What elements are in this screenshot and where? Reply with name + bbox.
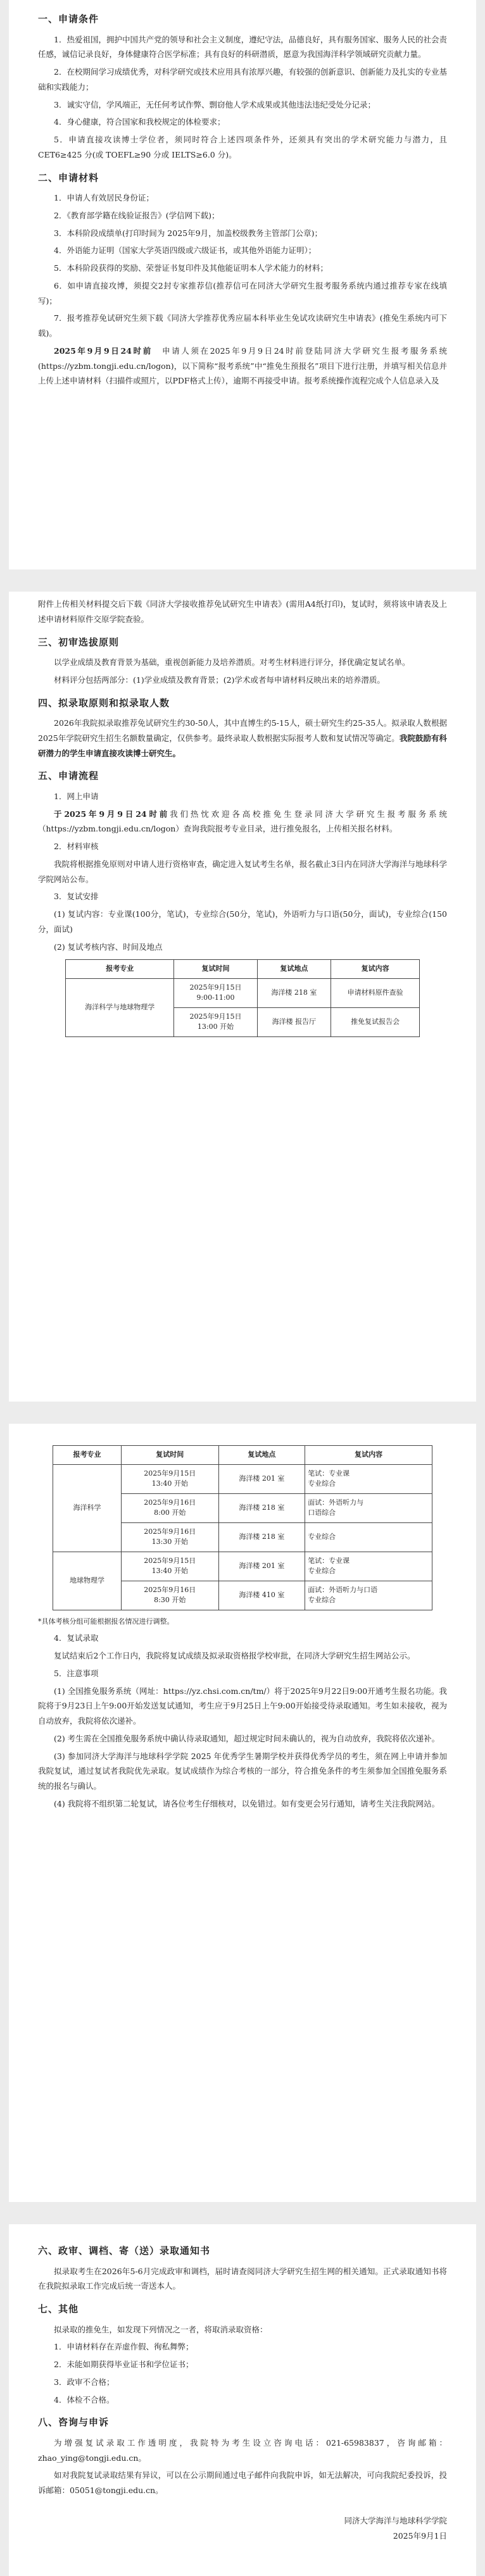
section-title: 八、咨询与申诉 [38,2417,110,2429]
schedule-table-2 [53,1445,432,1610]
table-header: 复试地点 [257,960,331,979]
table-cell: 海洋楼 201 室 [218,1464,305,1493]
subheading: 1．网上申请 [54,791,99,801]
subheading: 4．复试录取 [54,1633,99,1643]
paragraph: 1．申请材料存在弄虚作假、徇私舞弊； [54,2342,194,2352]
document-page-1 [9,0,476,569]
paragraph: 附件上传相关材料提交后下载《同济大学接收推荐免试研究生申请表》(需用A4纸打印)，复试时，须将该申请表及上述申请材料原件交原学院查验。 [38,599,447,624]
paragraph: 拟录取的推免生，如发现下列情况之一者，将取消录取资格： [54,2324,268,2334]
bold-text: 我院鼓励有科研潜力的学生申请直接攻读博士研究生。 [38,733,447,758]
paragraph: (4) 我院将不组织第二轮复试，请各位考生仔细核对，以免错过。如有变更会另行通知，请考生关注我院网站。 [54,1798,440,1808]
table-cell: 海洋楼 218 室 [218,1493,305,1522]
section-title: 二、申请材料 [38,171,99,184]
paragraph: 3．诚实守信，学风端正，无任何考试作弊、剽窃他人学术成果或其他违法违纪受处分记录； [54,99,375,109]
table-cell: 笔试：专业课 专业综合 [305,1464,432,1493]
paragraph: 4．身心健康，符合国家和我校规定的体检要求； [54,117,225,127]
paragraph: (1) 复试内容：专业课(100分，笔试)，专业综合(50分，笔试)，外语听力与口语(50分，面试)，专业综合(150分，面试) [38,909,447,934]
paragraph-text: 我们热忱欢迎各高校推免生登录同济大学研究生报考服务系统（https://yzbm.tongji.edu.cn/logon）查询我院报考专业目录，进行推免报名，上传相关报名材料。 [38,809,447,834]
section-title: 六、政审、调档、寄（送）录取通知书 [38,2245,211,2256]
paragraph: 如对我院复试录取结果有异议，可以在公示期间通过电子邮件向我院申诉，如无法解决，可向我院纪委投诉，投诉邮箱：05051@tongji.edu.cn。 [38,2470,447,2495]
table-cell: 2025年9月15日 9:00-11:00 [174,978,257,1007]
deadline-text: 于2025年9月9日24时前 [54,809,170,819]
table-cell: 笔试：专业课 专业综合 [305,1552,432,1581]
schedule-table-1 [65,959,420,1037]
subheading: 3．复试安排 [54,892,99,902]
document-page-2 [9,592,476,1402]
table-cell: 海洋科学与地球物理学 [66,978,174,1036]
table-row [53,1464,432,1493]
deadline-text: 2025年9月9日24时前 [54,345,153,356]
paragraph: (3) 参加同济大学海洋与地球科学学院 2025 年优秀学生暑期学校并获得优秀学员的考生，须在网上申请并参加我院复试，通过复试者我院优先录取。复试成绩作为综合考核的一部分，符合推免条件的考生须参加全国推免服务系统的报名与确认。 [38,1751,447,1791]
table-cell: 海洋楼 218 室 [257,978,331,1007]
paragraph [38,807,447,837]
table-row [53,1552,432,1581]
paragraph: 7．报考推荐免试研究生须下载《同济大学推荐优秀应届本科毕业生免试攻读研究生申请表》(推免生系统内可下载)。 [38,313,447,338]
table-row [66,978,420,1007]
table-header: 复试地点 [218,1446,305,1465]
table-cell: 面试：外语听力与口语 专业综合 [305,1581,432,1610]
paragraph: 3．政审不合格； [54,2377,115,2387]
table-cell: 2025年9月15日 13:40 开始 [121,1552,218,1581]
paragraph: (2) 考生需在全国推免服务系统中确认待录取通知，超过规定时间未确认的，视为自动放弃，我院将依次递补。 [54,1733,440,1743]
paragraph: 3．本科阶段成绩单(打印时间为 2025年9月，加盖校级教务主管部门公章)； [54,228,322,238]
section-title: 七、其他 [38,2303,79,2315]
paragraph [38,344,447,389]
paragraph: 我院将根据推免原则对申请人进行资格审查，确定进入复试考生名单，报名截止3日内在同济大学海洋与地球科学学院网站公布。 [38,859,447,884]
paragraph: 2．在校期间学习成绩优秀，对科学研究或技术应用具有浓厚兴趣，有较强的创新意识、创新能力及扎实的专业基础和实践能力； [38,67,447,92]
table-header: 报考专业 [53,1446,122,1465]
paragraph: 为增强复试录取工作透明度，我院特为考生设立咨询电话：021-65983837，咨询邮箱：zhao_ying@tongji.edu.cn。 [38,2437,447,2463]
table-header: 复试内容 [305,1446,432,1465]
table-cell: 推免复试报告会 [331,1007,420,1036]
table-cell: 申请材料原件查验 [331,978,420,1007]
paragraph: 材料评分包括两部分：(1)学业成绩及教育背景；(2)学术或者每申请材料反映出来的培养潜质。 [54,675,385,685]
table-cell: 2025年9月15日 13:40 开始 [121,1464,218,1493]
signature-date: 2025年9月1日 [393,2530,447,2541]
table-note: *具体考核分组可能根据报名情况进行调整。 [38,1617,174,1626]
paragraph: (2) 复试考核内容、时间及地点 [54,942,163,952]
table-cell: 海洋科学 [53,1464,122,1552]
table-cell: 2025年9月16日 13:30 开始 [121,1522,218,1552]
paragraph: 以学业成绩及教育背景为基础，重视创新能力及培养潜质。对考生材料进行评分，择优确定复试名单。 [54,657,410,667]
document-page-3 [9,1424,476,2202]
table-cell: 海洋楼 201 室 [218,1552,305,1581]
subheading: 5．注意事项 [54,1668,99,1678]
paragraph: 2．《教育部学籍在线验证报告》(学信网下载)； [54,210,220,220]
table-header: 复试时间 [174,960,257,979]
table-cell: 海洋楼 410 室 [218,1581,305,1610]
paragraph: (1) 全国推免服务系统（网址：https://yz.chsi.com.cn/tm/）将于2025年9月22日9:00开通考生报名功能。我院将于9月23日上午9:00开始发送复试通知，考生应于9月25日上午9:00开始接受待录取通知。考生如未接收，视为自动放弃，我院将依次递补。 [38,1686,447,1726]
table-cell: 2025年9月16日 8:00 开始 [121,1493,218,1522]
table-header: 复试内容 [331,960,420,979]
table-cell: 专业综合 [305,1522,432,1552]
paragraph: 拟录取考生在2026年5-6月完成政审和调档，届时请查阅同济大学研究生招生网的相关通知。正式录取通知书将在我院拟录取工作完成后统一寄送本人。 [38,2266,447,2291]
paragraph [38,716,447,761]
section-title: 五、申请流程 [38,770,99,782]
paragraph: 5．申请直接攻读博士学位者，须同时符合上述四项条件外，还须具有突出的学术研究能力与潜力，且 CET6≥425 分(或 TOEFL≥90 分或 IELTS≥6.0 分)。 [38,135,447,159]
paragraph: 1．热爱祖国，拥护中国共产党的领导和社会主义制度，遵纪守法，品德良好，具有服务国家、服务人民的社会责任感，诚信记录良好，身体健康符合医学标准；具有良好的科研潜质，愿意为我国海洋科学领域研究贡献力量。 [38,34,447,59]
paragraph: 2．未能如期获得毕业证书和学位证书； [54,2360,194,2369]
section-title: 三、初审选拔原则 [38,636,120,648]
paragraph-text: 2026年我院拟录取推荐免试研究生约30-50人，其中直博生约5-15人，硕士研究生约25-35人。拟录取人数根据2025年学院研究生招生名额数量确定，仅供参考。最终录取人数根据实际报考人数和复试情况等确定。 [38,718,447,743]
paragraph-text: 申请人须在2025年9月9日24时前登陆同济大学研究生报考服务系统(https://yzbm.tongji.edu.cn/logon)，以下简称“报考系统”中“推免生预报名”项目下进行注册，并填写相关信息并上传上述申请材料（扫描件或照片，以PDF格式上传），逾期不再接受申请。报考系统操作流程完成个人信息录入及 [38,345,447,386]
table-header: 报考专业 [66,960,174,979]
table-cell: 面试：外语听力与 口语综合 [305,1493,432,1522]
paragraph: 5．本科阶段获得的奖励、荣誉证书复印件及其他能证明本人学术能力的材料； [54,263,328,273]
table-cell: 海洋楼 报告厅 [257,1007,331,1036]
paragraph: 4．体检不合格。 [54,2394,115,2405]
subheading: 2．材料审核 [54,842,99,851]
table-cell: 地球物理学 [53,1552,122,1610]
paragraph: 6．如申请直接攻博，须提交2封专家推荐信(推荐信可在同济大学研究生报考服务系统内通过推荐专家在线填写)； [38,280,447,306]
paragraph: 复试结束后2个工作日内，我院将复试成绩及拟录取资格报学校审批，在同济大学研究生招生网站公示。 [54,1651,415,1661]
table-header: 复试时间 [121,1446,218,1465]
table-cell: 海洋楼 218 室 [218,1522,305,1552]
document-page-4 [9,2224,476,2576]
section-title: 一、申请条件 [38,13,99,25]
signature-org: 同济大学海洋与地球科学学院 [344,2515,447,2525]
table-cell: 2025年9月15日 13:00 开始 [174,1007,257,1036]
section-title: 四、拟录取原则和拟录取人数 [38,697,170,709]
paragraph: 4．外语能力证明（国家大学英语四级或六级证书，或其他外语能力证明）； [54,246,317,256]
paragraph: 1．申请人有效居民身份证； [54,193,154,202]
table-cell: 2025年9月16日 8:30 开始 [121,1581,218,1610]
